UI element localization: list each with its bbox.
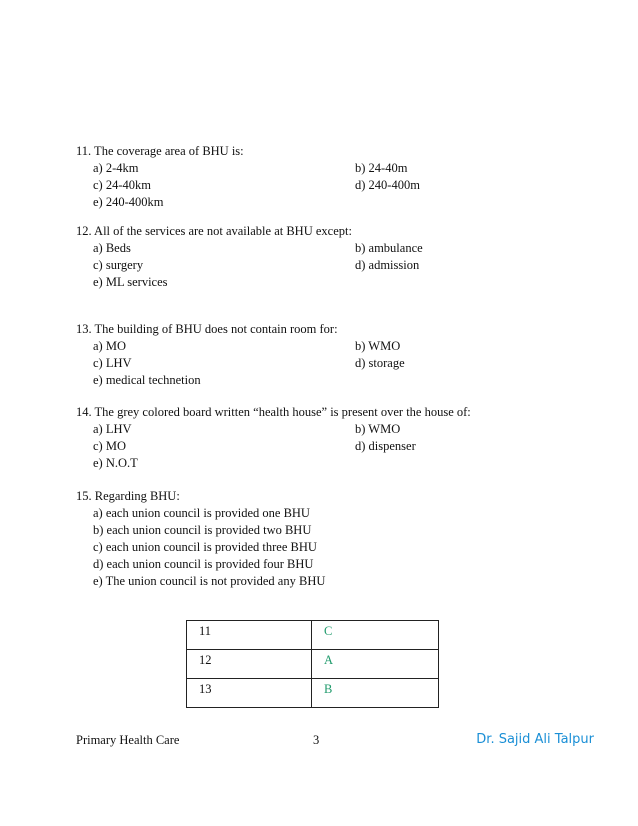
option-d: d) storage (355, 356, 405, 370)
option-e: e) medical technetion (93, 373, 201, 387)
question-stem: 13. The building of BHU does not contain room for: (76, 322, 338, 336)
page-number: 3 (313, 733, 320, 747)
question-stem: 11. The coverage area of BHU is: (76, 144, 244, 158)
option-e: e) N.O.T (93, 456, 138, 470)
option-d: d) each union council is provided four BHU (93, 557, 314, 571)
option-d: d) dispenser (355, 439, 416, 453)
option-b: b) each union council is provided two BHU (93, 523, 312, 537)
question-12 (76, 223, 423, 291)
footer-author: Dr. Sajid Ali Talpur (476, 732, 594, 747)
option-e: e) ML services (93, 275, 168, 289)
option-c: c) surgery (93, 258, 144, 272)
option-a: a) LHV (93, 422, 132, 436)
table-row (187, 621, 439, 650)
option-c: c) 24-40km (93, 178, 151, 192)
question-13 (76, 321, 405, 389)
footer-title: Primary Health Care (76, 733, 180, 747)
option-b: b) WMO (355, 339, 401, 353)
option-e: e) 240-400km (93, 195, 164, 209)
answer-table (186, 620, 439, 708)
answer-number: 12 (187, 650, 312, 679)
question-15 (76, 488, 326, 590)
answer-number: 11 (187, 621, 312, 650)
question-14 (76, 404, 471, 472)
option-c: c) LHV (93, 356, 132, 370)
question-stem: 15. Regarding BHU: (76, 489, 180, 503)
question-11 (76, 143, 420, 211)
option-c: c) each union council is provided three BHU (93, 540, 317, 554)
table-row (187, 679, 439, 708)
option-d: d) 240-400m (355, 178, 420, 192)
option-b: b) WMO (355, 422, 401, 436)
option-a: a) 2-4km (93, 161, 139, 175)
option-c: c) MO (93, 439, 126, 453)
option-e: e) The union council is not provided any BHU (93, 574, 326, 588)
question-stem: 14. The grey colored board written “health house” is present over the house of: (76, 405, 471, 419)
option-d: d) admission (355, 258, 420, 272)
answer-value: C (312, 621, 439, 650)
question-stem: 12. All of the services are not available at BHU except: (76, 224, 352, 238)
table-row (187, 650, 439, 679)
option-b: b) ambulance (355, 241, 423, 255)
answer-value: A (312, 650, 439, 679)
option-a: a) each union council is provided one BHU (93, 506, 310, 520)
option-a: a) Beds (93, 241, 131, 255)
answer-value: B (312, 679, 439, 708)
option-b: b) 24-40m (355, 161, 408, 175)
answer-number: 13 (187, 679, 312, 708)
option-a: a) MO (93, 339, 126, 353)
